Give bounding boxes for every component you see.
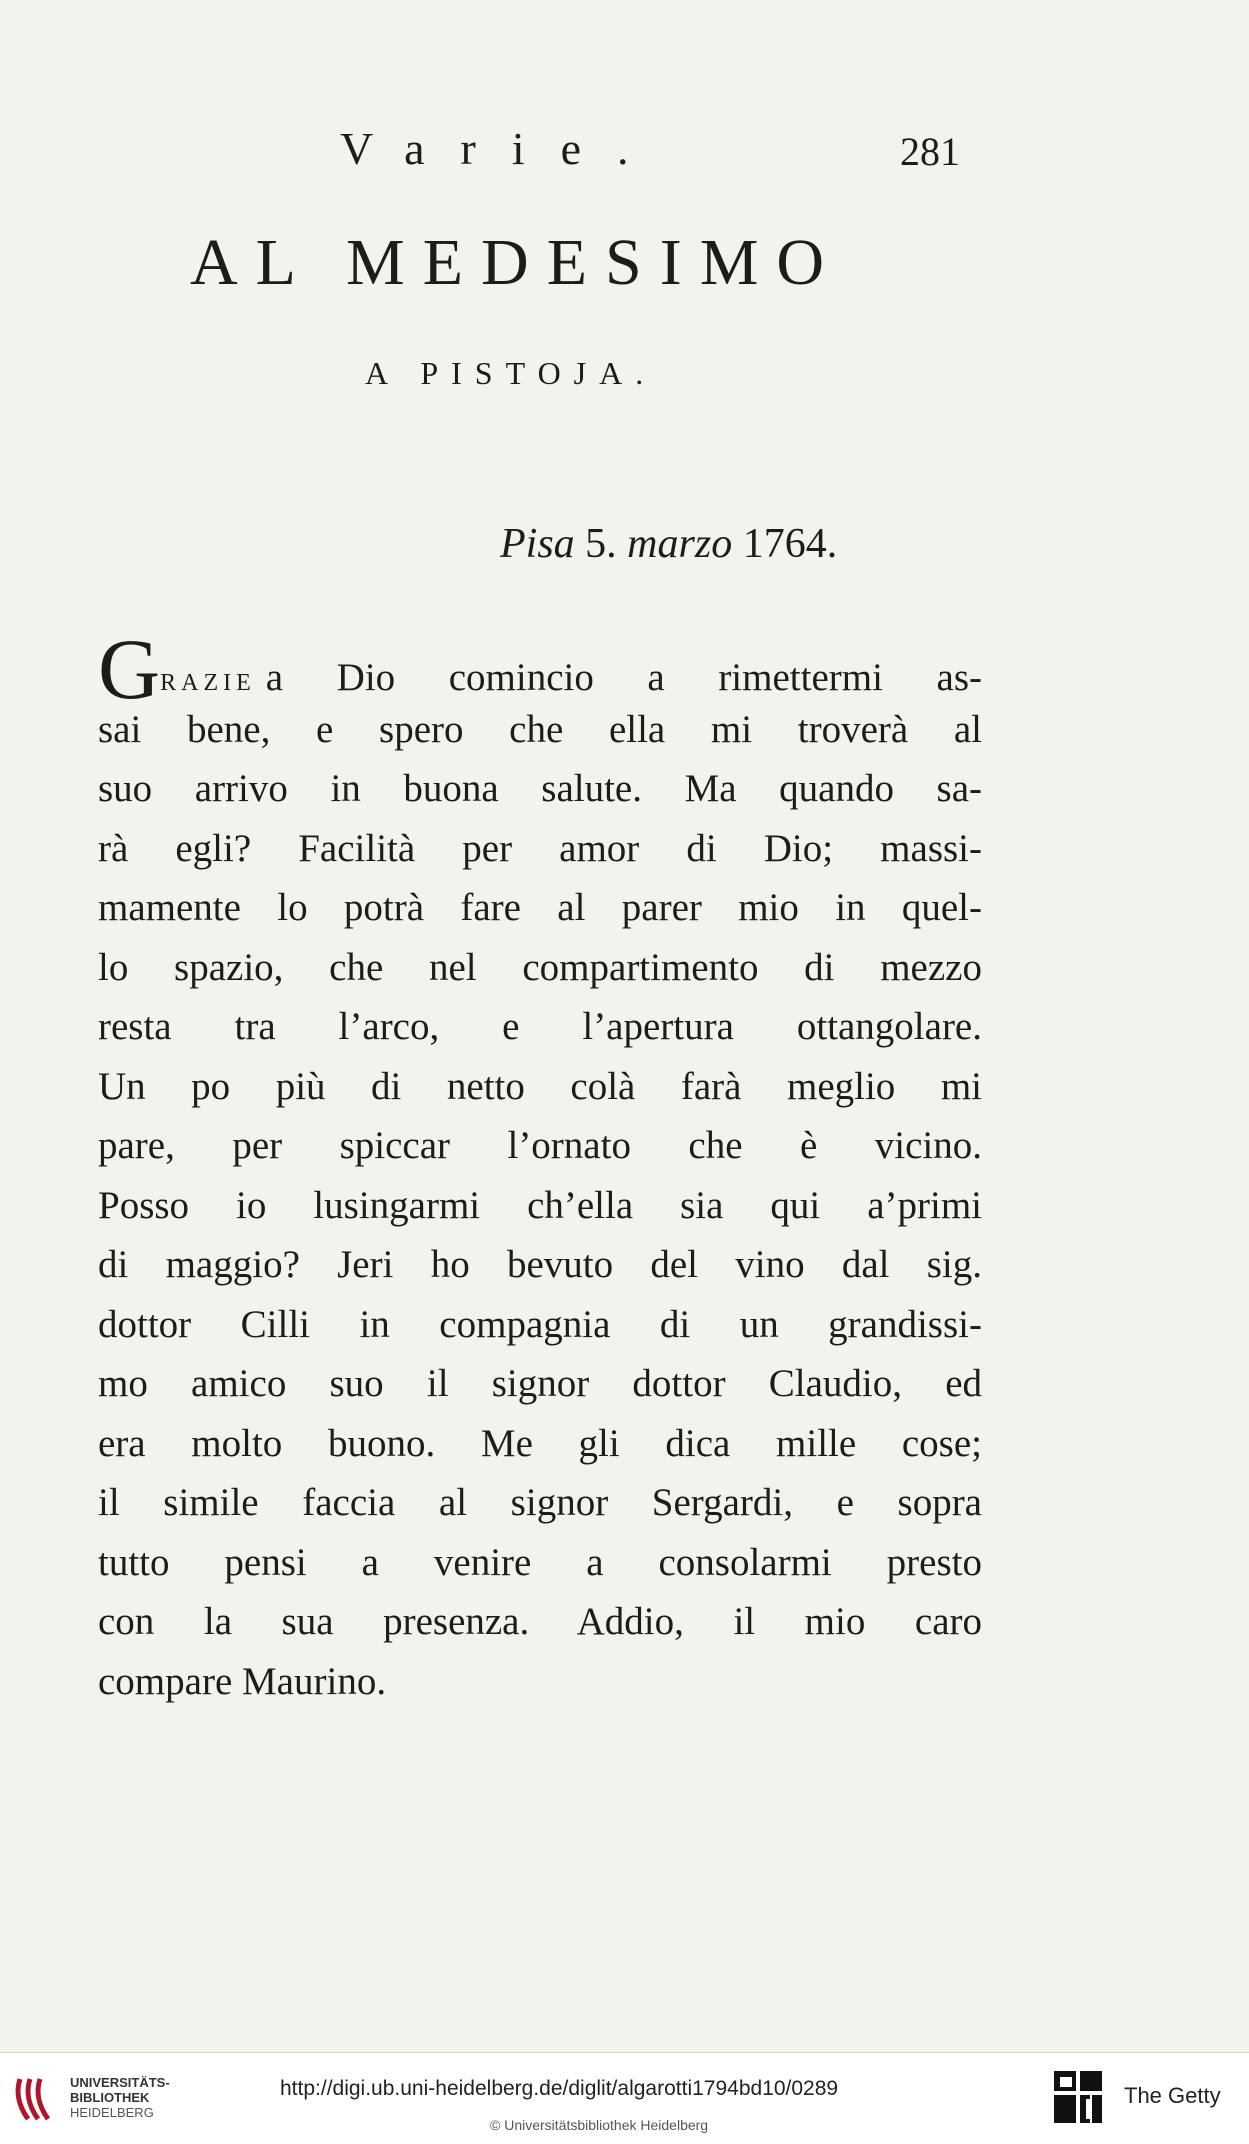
body-line: suo arrivo in buona salute. Ma quando sa-: [98, 767, 982, 810]
body-line: mamente lo potrà fare al parer mio in quel-: [98, 886, 982, 929]
library-name: UNIVERSITÄTS- BIBLIOTHEK HEIDELBERG: [70, 2075, 170, 2120]
body-line: dottor Cilli in compagnia di un grandissi-: [98, 1302, 982, 1346]
body-line: resta tra l’arco, e l’apertura ottangolare.: [98, 1005, 982, 1048]
body-line: Posso io lusingarmi ch’ella sia qui a’primi: [98, 1183, 982, 1227]
running-head: Varie.: [340, 123, 665, 174]
permalink-url[interactable]: http://digi.ub.uni-heidelberg.de/diglit/algarotti1794bd10/0289: [280, 2077, 839, 2100]
first-word-small-caps: RAZIE: [160, 670, 256, 696]
body-line: era molto buono. Me gli dica mille cose;: [98, 1421, 982, 1465]
body-line: Un po più di netto colà farà meglio mi: [98, 1064, 982, 1108]
body-line-last: compare Maurino.: [98, 1659, 387, 1703]
copyright-notice: © Universitätsbibliothek Heidelberg: [490, 2117, 709, 2133]
dateline-month: marzo: [627, 521, 733, 567]
dateline: [500, 520, 837, 568]
page-number: 281: [900, 129, 960, 174]
body-line: con la sua presenza. Addio, il mio caro: [98, 1600, 982, 1643]
body-line: lo spazio, che nel compartimento di mezzo: [98, 945, 982, 989]
dateline-place: Pisa: [500, 521, 575, 567]
body-line: rà egli? Facilità per amor di Dio; massi-: [98, 826, 982, 870]
first-line-text: a Dio comincio a rimettermi as-: [265, 656, 982, 699]
body-line: di maggio? Jeri ho bevuto del vino dal sig.: [98, 1243, 982, 1286]
letter-subtitle: A PISTOJA.: [365, 355, 657, 391]
body-line-first: [98, 621, 982, 717]
partner-name: The Getty: [1124, 2083, 1221, 2108]
body-line: pare, per spiccar l’ornato che è vicino.: [98, 1124, 982, 1167]
dateline-day: 5.: [585, 521, 617, 567]
viewer-footer: [0, 2052, 1249, 2144]
ub-heidelberg-logo-icon: [14, 2075, 56, 2123]
letter-title: AL MEDESIMO: [190, 226, 843, 299]
dateline-year: 1764.: [742, 521, 838, 567]
body-line: mo amico suo il signor dottor Claudio, ed: [98, 1362, 982, 1405]
drop-cap: G: [98, 621, 161, 717]
body-line: il simile faccia al signor Sergardi, e sopra: [98, 1481, 982, 1524]
body-line: sai bene, e spero che ella mi troverà al: [98, 707, 982, 751]
letter-body: [98, 621, 982, 1711]
getty-logo-icon: [1052, 2069, 1104, 2127]
body-line: tutto pensi a venire a consolarmi presto: [98, 1540, 982, 1584]
